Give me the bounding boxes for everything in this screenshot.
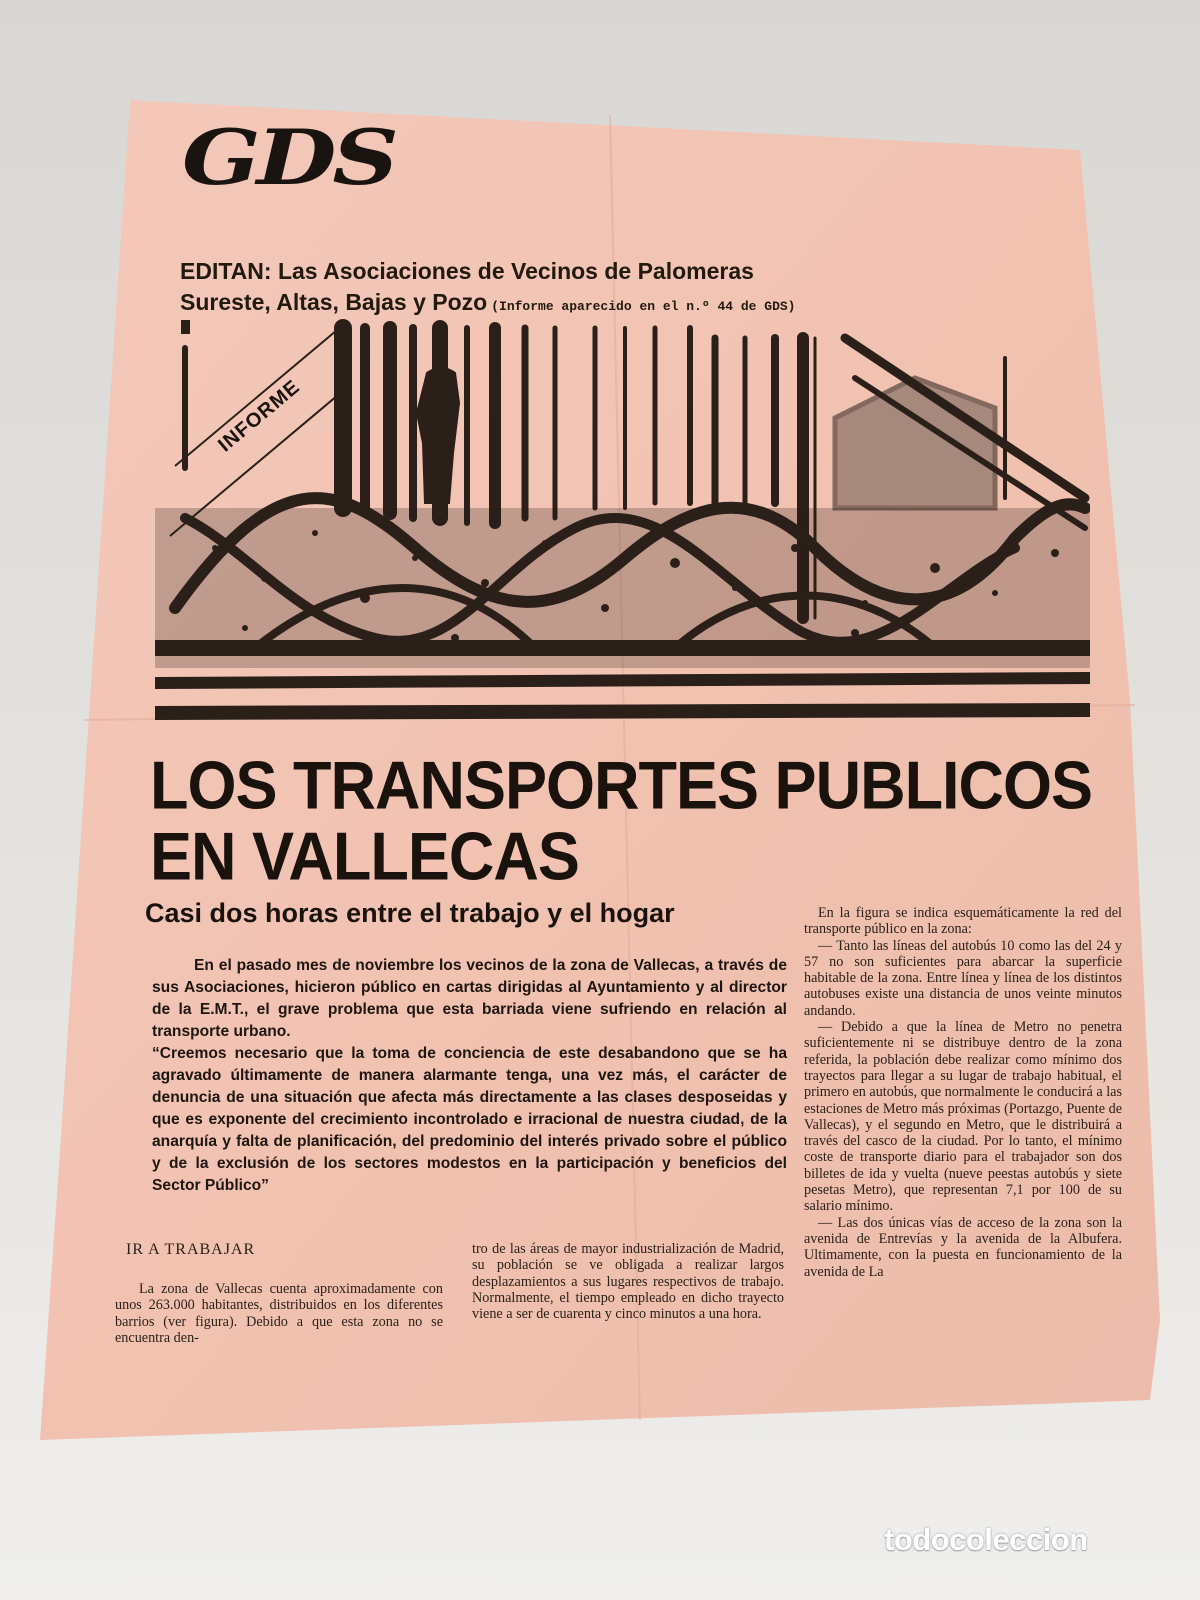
publisher-line-2 [180,287,795,322]
site-watermark: todocoleccion [884,1522,1088,1557]
publisher-block [180,256,795,322]
headline-line-1: LOS TRANSPORTES PUBLICOS [150,747,1093,824]
column-3-paragraph-4: — Las dos únicas vías de acceso de la zona son la avenida de Entrevías y la avenida de la Albufera. Ultimamente, con la puesta en funcionamiento de la avenida de La [804,1214,1122,1280]
subheadline: Casi dos horas entre el trabajo y el hogar [145,898,675,928]
lead-paragraphs [152,955,787,1197]
gds-logo: GDS [182,113,395,202]
lead-paragraph-1: En el pasado mes de noviembre los vecinos de la zona de Vallecas, a través de sus Asociaciones, hicieron público en cartas dirigidas al Ayuntamiento y al director de la E.M.T., el grave problema que esta barriada viene sufriendo en relación al transporte urbano. [152,957,787,1040]
headline-line-2: EN VALLECAS [150,819,579,895]
column-3 [804,905,1122,1280]
publisher-note: (Informe aparecido en el n.º 44 de GDS) [491,299,796,314]
column-2 [472,1241,784,1322]
column-3-paragraph-1: En la figura se indica esquemáticamente la red del transporte público en la zona: [804,905,1122,938]
column-3-paragraph-3: — Debido a que la línea de Metro no penetra suficientemente ni se distribuye dentro de la zona referida, la población debe realizar como mínimo dos trayectos para llegar a su lugar de trabajo habitual, el primero en autobús, que normalmente le conducirá a las estaciones de Metro más próximas (Portazgo, Puente de Vallecas), y el segundo en Metro, que le distribuirá a través del casco de la ciudad. Por lo tanto, el mínimo coste de transporte diario para el trabajador son dos billetes de ida y vuelta (nueve peestas autobús y siete pesetas Metro), que representan 7,1 por 100 de su salario mínimo. [804,1019,1122,1215]
informe-tag: INFORME [214,375,305,457]
lead-paragraph-2: “Creemos necesario que la toma de conciencia de este desabandono que se ha agravado últimamente de manera alarmante tenga, una vez más, el carácter de denuncia de una situación que afecta más directamente a las clases desposeidas y que es exponente del crecimiento incontrolado e irracional de nuestra ciudad, de la anarquía y falta de planificación, del predominio del interés privado sobre el público y de la exclusión de los sectores modestos en la participación y beneficios del Sector Público” [152,1045,787,1194]
publisher-line-1: EDITAN: Las Asociaciones de Vecinos de Palomeras [180,258,754,284]
column-2-text: tro de las áreas de mayor industrialización de Madrid, su población se ve obligada a realizar largos desplazamientos a sus lugares respectivos de trabajo. Normalmente, el tiempo empleado en dicho trayecto viene a ser de cuarenta y cinco minutos a una hora. [472,1241,784,1323]
section-title: IR A TRABAJAR [126,1241,256,1258]
column-1-text: La zona de Vallecas cuenta aproximadamente con unos 263.000 habitantes, distribuidos en los diferentes barrios (ver figura). Debido a que esta zona no se encuentra den- [115,1281,443,1346]
publisher-line-2-text: Sureste, Altas, Bajas y Pozo [180,289,488,315]
headline [150,747,1110,895]
column-3-paragraph-2: — Tanto las líneas del autobús 10 como las del 24 y 57 no son suficientes para abarcar la superficie habitable de la zona. Entre línea y línea de los distintos autobuses existe una distancia de unos veinte minutos andando. [804,937,1122,1019]
halftone-photo [155,318,1090,736]
column-1 [115,1281,443,1346]
